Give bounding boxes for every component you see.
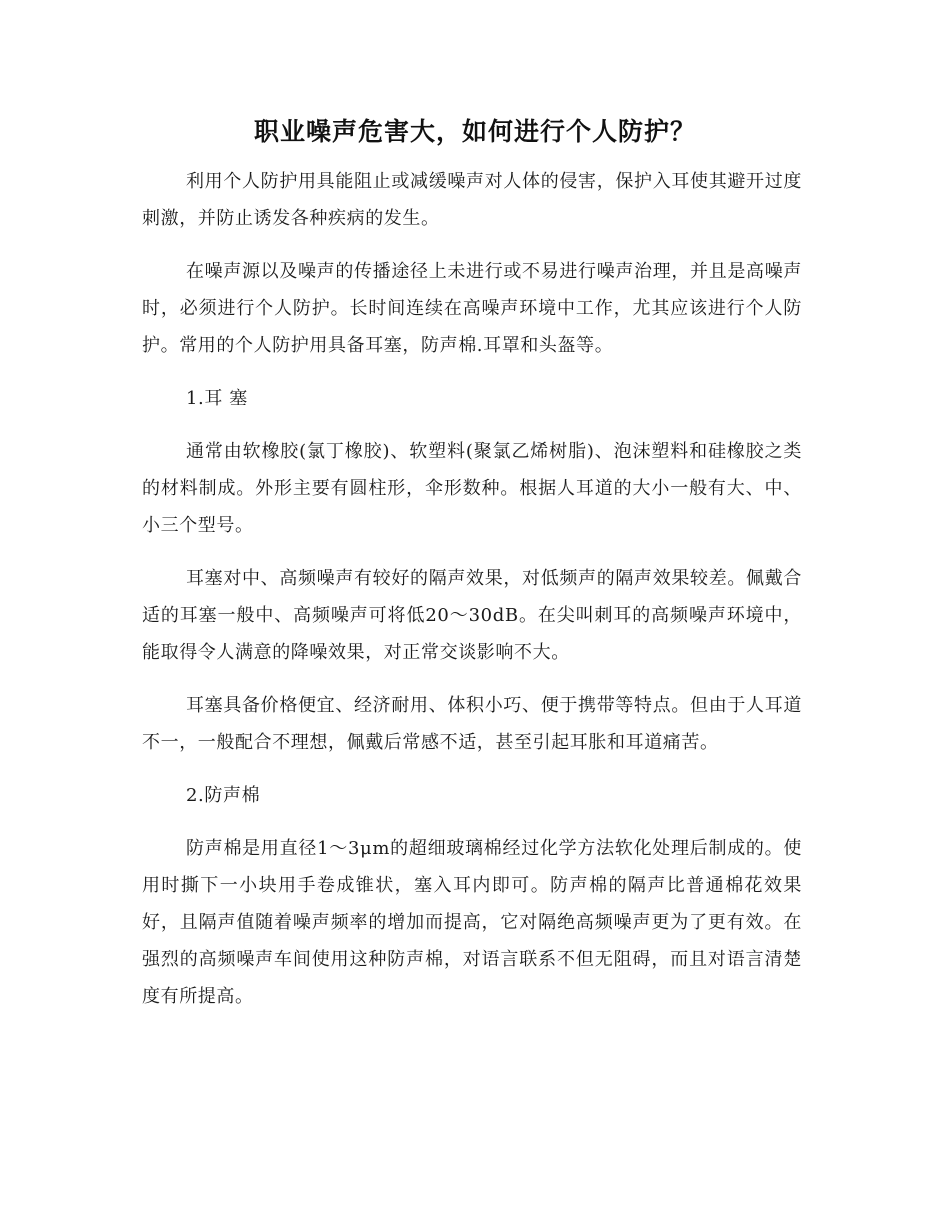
paragraph-soundproof-cotton: 防声棉是用直径1～3μm的超细玻璃棉经过化学方法软化处理后制成的。使用时撕下一小块用手卷成锥状，塞入耳内即可。防声棉的隔声比普通棉花效果好，且隔声值随着噪声频率的增加而提高，它对隔绝高频噪声更为了更有效。在强烈的高频噪声车间使用这种防声棉，对语言联系不但无阻碍，而且对语言清楚度有所提高。 <box>142 838 802 1007</box>
section-heading-earplugs: 1.耳 塞 <box>186 388 248 409</box>
section-heading-soundproof-cotton: 2.防声棉 <box>186 785 261 806</box>
paragraph-earplug-features: 耳塞具备价格便宜、经济耐用、体积小巧、便于携带等特点。但由于人耳道不一，一般配合不理想，佩戴后常感不适，甚至引起耳胀和耳道痛苦。 <box>142 695 802 753</box>
paragraph-earplug-effect: 耳塞对中、高频噪声有较好的隔声效果，对低频声的隔声效果较差。佩戴合适的耳塞一般中、高频噪声可将低20～30dB。在尖叫刺耳的高频噪声环境中，能取得令人满意的降噪效果，对正常交谈影响不大。 <box>142 568 802 663</box>
paragraph-when-to-protect: 在噪声源以及噪声的传播途径上未进行或不易进行噪声治理，并且是高噪声时，必须进行个人防护。长时间连续在高噪声环境中工作，尤其应该进行个人防护。常用的个人防护用具备耳塞，防声棉.耳罩和头盔等。 <box>142 261 802 356</box>
paragraph-earplug-materials: 通常由软橡胶(氯丁橡胶)、软塑料(聚氯乙烯树脂)、泡沫塑料和硅橡胶之类的材料制成。外形主要有圆柱形，伞形数种。根据人耳道的大小一般有大、中、小三个型号。 <box>142 441 802 536</box>
document-body <box>142 163 802 1031</box>
paragraph-intro: 利用个人防护用具能阻止或减缓噪声对人体的侵害，保护入耳使其避开过度刺激，并防止诱发各种疾病的发生。 <box>142 171 802 229</box>
page-title: 职业噪声危害大，如何进行个人防护？ <box>253 117 696 146</box>
